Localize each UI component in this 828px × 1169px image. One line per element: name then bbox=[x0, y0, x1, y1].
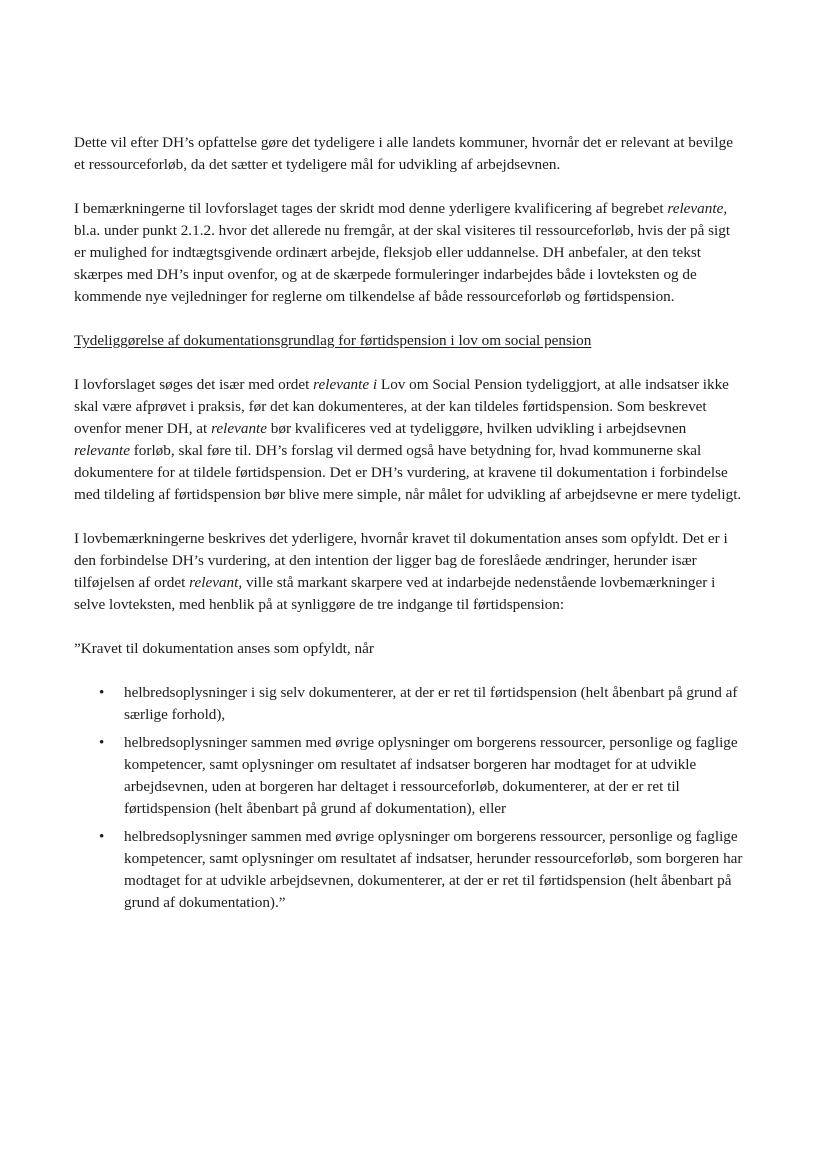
quote-intro-text: ”Kravet til dokumentation anses som opfyldt, når bbox=[74, 640, 374, 657]
section-heading bbox=[74, 330, 744, 352]
paragraph-3-text-b: Lov om Social Pension tydeliggjort, at alle indsatser ikke skal være afprøvet i praksis, før det kan dokumenteres, at der kan tildeles førtidspension. Som beskrevet ovenfor mener DH, at bbox=[74, 376, 729, 437]
paragraph-3-emphasis-3: relevante bbox=[74, 442, 130, 459]
paragraph-2-emphasis: relevante bbox=[667, 200, 724, 217]
paragraph-4-emphasis: relevant, bbox=[189, 574, 243, 591]
paragraph-4-text-b: ville stå markant skarpere ved at indarbejde nedenstående lovbemærkninger i selve lovteksten, med henblik på at synliggøre de tre indgange til førtidspension: bbox=[74, 574, 716, 613]
bullet-item-3 bbox=[74, 826, 744, 914]
bullet-list bbox=[74, 682, 744, 914]
bullet-item-2-text: helbredsoplysninger sammen med øvrige oplysninger om borgerens ressourcer, personlige og faglige kompetencer, samt oplysninger om resultatet af indsatser borgeren har modtaget for at udvikle arbejdsevnen, uden at borgeren har deltaget i ressourceforløb, dokumenterer, at der er ret til førtidspension (helt åbenbart på grund af dokumentation), eller bbox=[124, 734, 738, 817]
bullet-item-1-text: helbredsoplysninger i sig selv dokumenterer, at der er ret til førtidspension (helt åbenbart på grund af særlige forhold), bbox=[124, 684, 738, 723]
paragraph-1 bbox=[74, 132, 744, 176]
paragraph-3-emphasis-1: relevante i bbox=[313, 376, 378, 393]
section-heading-text: Tydeliggørelse af dokumentationsgrundlag for førtidspension i lov om social pension bbox=[74, 332, 592, 349]
bullet-item-3-text: helbredsoplysninger sammen med øvrige oplysninger om borgerens ressourcer, personlige og faglige kompetencer, samt oplysninger om resultatet af indsatser, herunder ressourceforløb, som borgeren har modtaget for at udvikle arbejdsevnen, dokumenterer, at der er ret til førtidspension (helt åbenbart på grund af dokumentation).” bbox=[124, 828, 743, 911]
paragraph-1-text: Dette vil efter DH’s opfattelse gøre det tydeligere i alle landets kommuner, hvornår det er relevant at bevilge et ressourceforløb, da det sætter et tydeligere mål for udvikling af arbejdsevnen. bbox=[74, 134, 733, 173]
paragraph-2-text-b: , bl.a. under punkt 2.1.2. hvor det allerede nu fremgår, at der skal visiteres til ressourceforløb, hvis der på sigt er mulighed for indtægtsgivende ordinært arbejde, fleksjob eller uddannelse. DH anbefaler, at den tekst skærpes med DH’s input ovenfor, og at de skærpede formuleringer indarbejdes både i lovteksten og de kommende nye vejledninger for reglerne om tilkendelse af både ressourceforløb og førtidspension. bbox=[74, 200, 731, 305]
paragraph-3-emphasis-2: relevante bbox=[211, 420, 267, 437]
paragraph-3-text-c: bør kvalificeres ved at tydeliggøre, hvilken udvikling i arbejdsevnen bbox=[267, 420, 687, 437]
paragraph-3-text-d: forløb, skal føre til. DH’s forslag vil dermed også have betydning for, hvad kommunerne skal dokumentere for at tildele førtidspension. Det er DH’s vurdering, at kravene til dokumentation i forbindelse med tildeling af førtidspension bør blive mere simple, når målet for udvikling af arbejdsevne er mere tydeligt. bbox=[74, 442, 742, 503]
document-body bbox=[74, 132, 744, 920]
paragraph-3 bbox=[74, 374, 744, 506]
bullet-item-2 bbox=[74, 732, 744, 820]
bullet-dot-icon: • bbox=[99, 828, 105, 845]
bullet-item-1 bbox=[74, 682, 744, 726]
bullet-dot-icon: • bbox=[99, 684, 105, 701]
paragraph-4 bbox=[74, 528, 744, 616]
paragraph-3-text-a: I lovforslaget søges det især med ordet bbox=[74, 376, 314, 393]
paragraph-2 bbox=[74, 198, 744, 308]
bullet-dot-icon: • bbox=[99, 734, 105, 751]
paragraph-2-text-a: I bemærkningerne til lovforslaget tages der skridt mod denne yderligere kvalificering af begrebet bbox=[74, 200, 668, 217]
paragraph-4-text-a: I lovbemærkningerne beskrives det yderligere, hvornår kravet til dokumentation anses som opfyldt. Det er i den forbindelse DH’s vurdering, at den intention der ligger bag de foreslåede ændringer, herunder især tilføjelsen af ordet bbox=[74, 530, 728, 591]
quote-intro bbox=[74, 638, 744, 660]
